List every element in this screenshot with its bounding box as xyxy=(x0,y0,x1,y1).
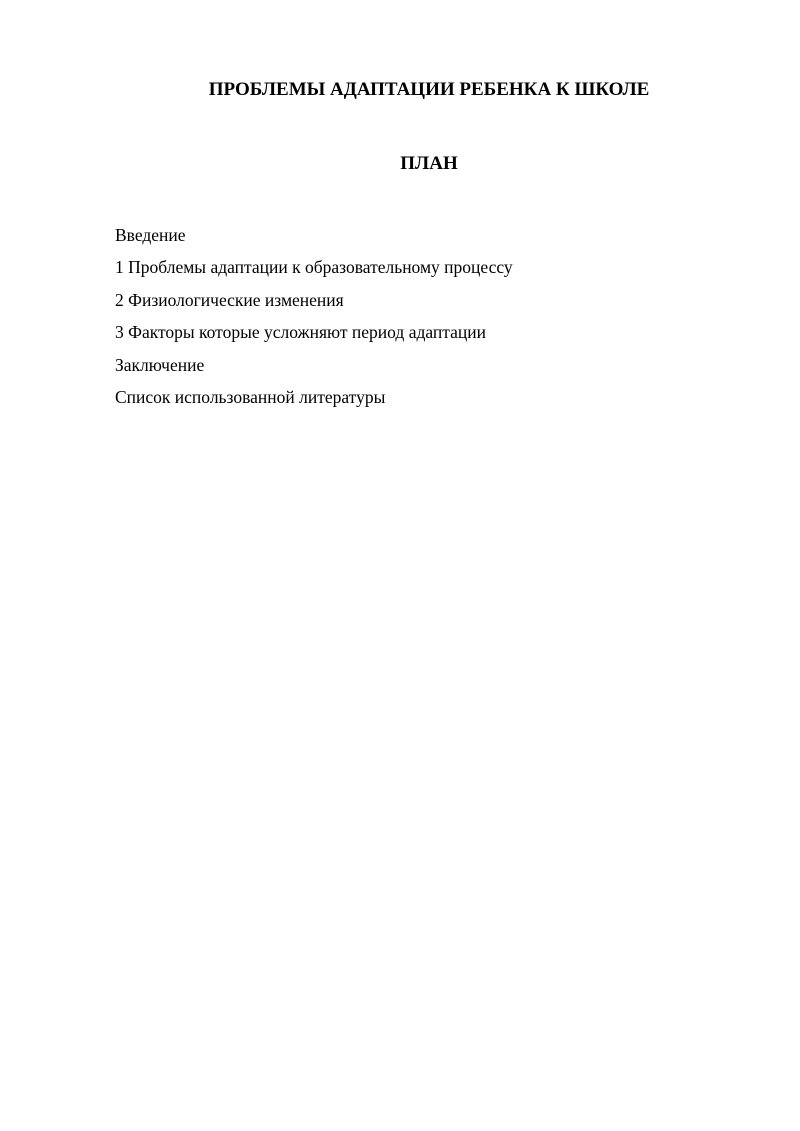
toc-item-introduction: Введение xyxy=(115,225,186,245)
toc-item-references: Список использованной литературы xyxy=(115,386,386,407)
plan-heading: ПЛАН xyxy=(400,153,458,174)
table-of-contents xyxy=(115,219,513,413)
toc-item-1: 1 Проблемы адаптации к образовательному процессу xyxy=(115,257,513,278)
toc-item-3: 3 Факторы которые усложняют период адаптации xyxy=(115,322,486,343)
toc-item-conclusion: Заключение xyxy=(115,354,205,375)
toc-item-2: 2 Физиологические изменения xyxy=(115,289,344,310)
document-title: ПРОБЛЕМЫ АДАПТАЦИИ РЕБЕНКА К ШКОЛЕ xyxy=(208,79,650,100)
